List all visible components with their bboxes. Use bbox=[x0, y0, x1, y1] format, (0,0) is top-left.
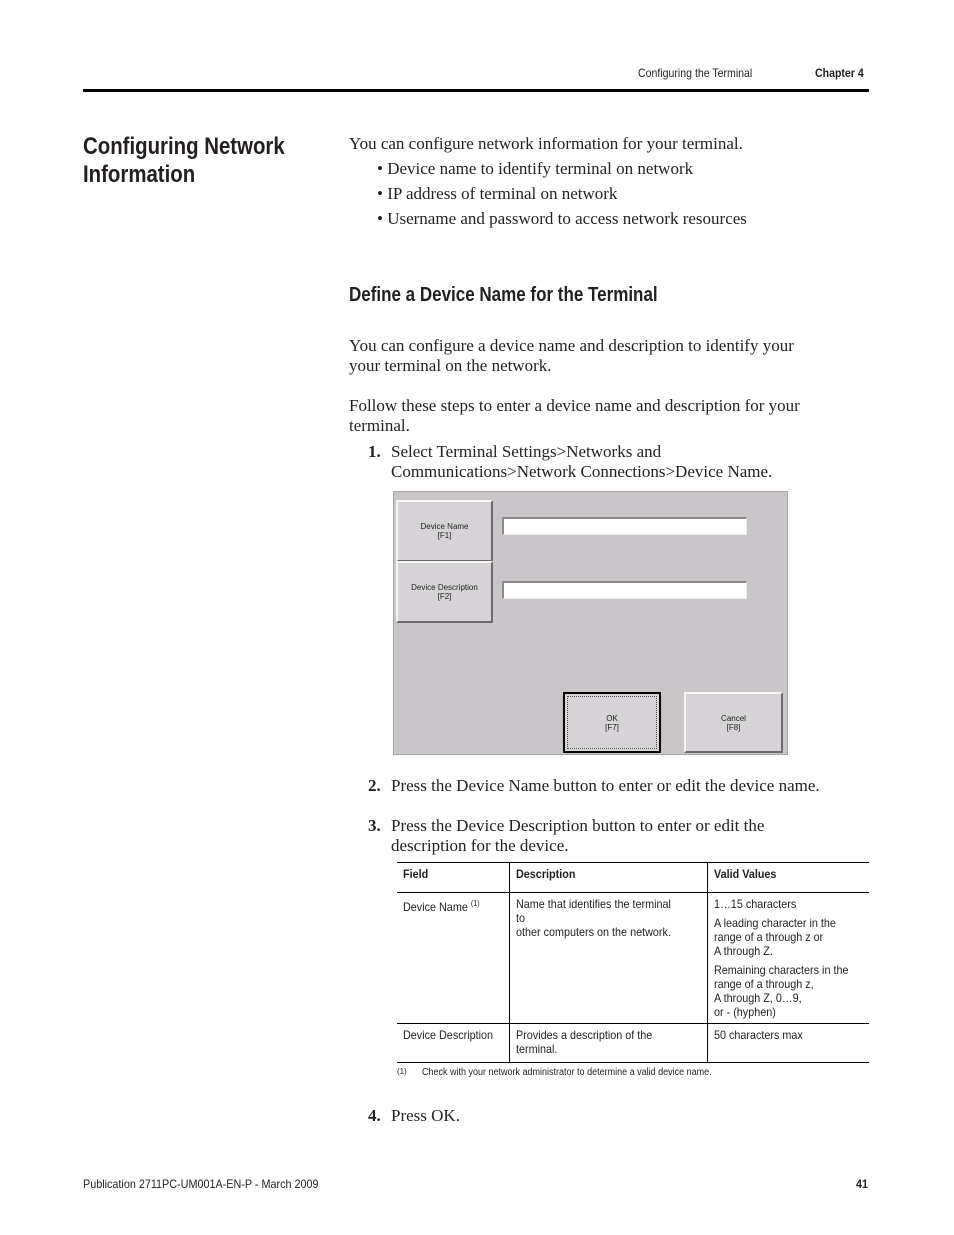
step-number: 3. bbox=[368, 816, 381, 835]
table-row bbox=[397, 1024, 869, 1063]
paragraph-2: Follow these steps to enter a device name and description for your terminal. bbox=[349, 396, 800, 435]
paragraph-1: You can configure a device name and description to identify your your terminal on the network. bbox=[349, 336, 794, 375]
section-title-line: Information bbox=[83, 161, 196, 188]
running-header-chapter: Chapter 4 bbox=[815, 66, 864, 80]
subheading: Define a Device Name for the Terminal bbox=[349, 284, 658, 306]
header-rule bbox=[83, 89, 869, 92]
device-name-button[interactable]: Device Name [F1] bbox=[396, 500, 493, 562]
step-text: Select Terminal Settings>Networks and Communications>Network Connections>Device Name. bbox=[391, 442, 773, 481]
step-text: Press the Device Description button to enter or edit the description for the device. bbox=[391, 816, 765, 855]
device-description-input[interactable] bbox=[502, 581, 747, 599]
table-header-row bbox=[397, 863, 869, 893]
device-name-input[interactable] bbox=[502, 517, 747, 535]
table-cell: Name that identifies the terminal to other computers on the network. bbox=[510, 893, 708, 1024]
intro-text: You can configure network information for your terminal. bbox=[349, 134, 743, 153]
page-number: 41 bbox=[856, 1177, 869, 1191]
step-number: 2. bbox=[368, 776, 381, 795]
step-number: 4. bbox=[368, 1106, 381, 1125]
device-name-screen bbox=[393, 491, 788, 755]
cancel-button[interactable]: Cancel [F8] bbox=[684, 692, 783, 753]
table-cell: Device Name $^{(1)}$ bbox=[397, 893, 510, 1024]
table-row bbox=[397, 893, 869, 1024]
section-title-line: Configuring Network bbox=[83, 133, 285, 160]
step-number: 1. bbox=[368, 442, 381, 461]
valid-values-table bbox=[397, 862, 869, 1063]
step-text: Press the Device Name button to enter or edit the device name. bbox=[391, 776, 820, 795]
list-item: • Username and password to access network resources bbox=[377, 209, 747, 228]
table-cell: 50 characters max bbox=[707, 1024, 869, 1063]
list-item: • Device name to identify terminal on network bbox=[377, 159, 694, 178]
table-cell: 1…15 characters A leading character in the range of a through z or A through Z. Remaining characters in the range of a through z, A through Z, 0…9, or - (hyphen) bbox=[707, 893, 869, 1024]
ok-button[interactable]: OK [F7] bbox=[563, 692, 661, 753]
table-header: Valid Values bbox=[707, 863, 869, 893]
table-cell: Device Description bbox=[397, 1024, 510, 1063]
step-text: Press OK. bbox=[391, 1106, 460, 1125]
list-item: • IP address of terminal on network bbox=[377, 184, 618, 203]
table-cell: Provides a description of the terminal. bbox=[510, 1024, 708, 1063]
publication-footer: Publication 2711PC-UM001A-EN-P - March 2009 bbox=[83, 1177, 319, 1191]
table-header: Description bbox=[510, 863, 708, 893]
device-description-button[interactable]: Device Description [F2] bbox=[396, 561, 493, 623]
table-footnote: $^{(1)}$ Check with your network administrator to determine a valid device name. bbox=[397, 1067, 712, 1078]
running-header-section: Configuring the Terminal bbox=[638, 66, 753, 80]
table-header: Field bbox=[397, 863, 510, 893]
section-title bbox=[83, 133, 287, 189]
bullet-list bbox=[377, 159, 747, 234]
